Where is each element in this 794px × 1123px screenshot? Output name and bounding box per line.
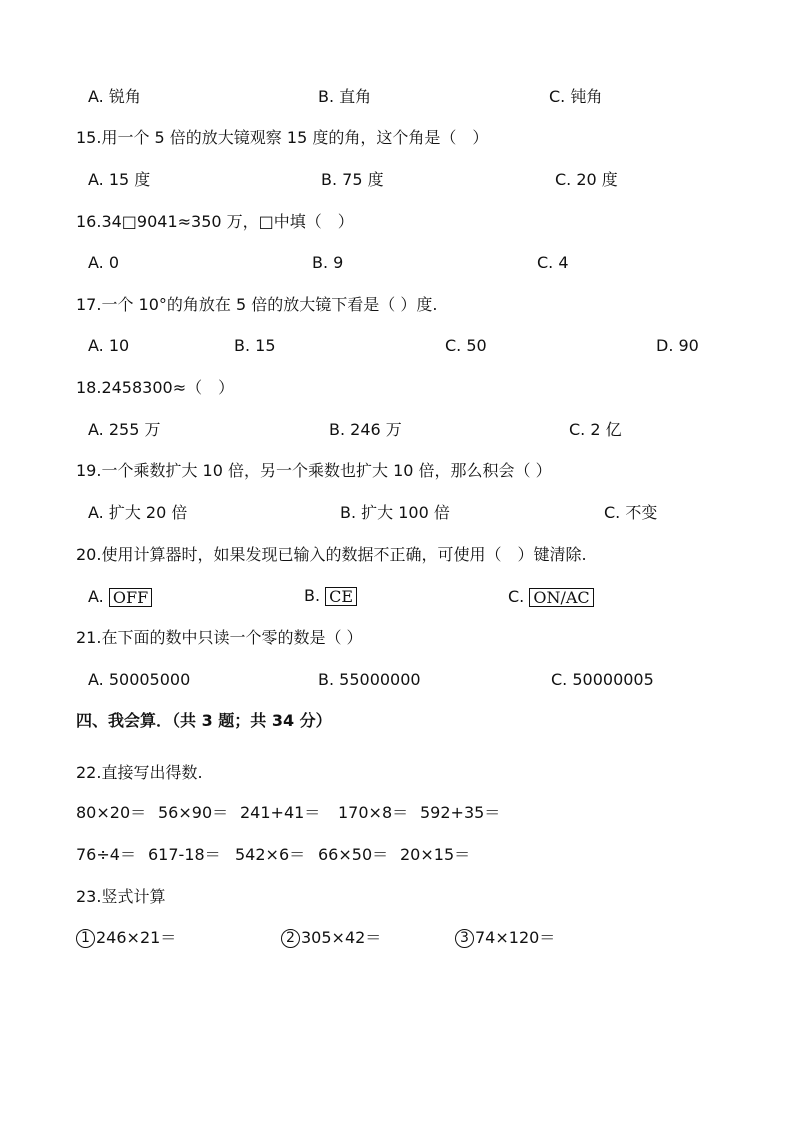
q22-r2-item-3: 542×6＝	[235, 845, 306, 864]
q22-r2-item-4: 66×50＝	[318, 845, 389, 864]
q21-option-b: B. 55000000	[318, 670, 421, 689]
question-19: 19.一个乘数扩大 10 倍，另一个乘数也扩大 10 倍，那么积会（ ）	[76, 461, 552, 480]
q22-r2-item-1: 76÷4＝	[76, 845, 136, 864]
off-key-icon: OFF	[109, 588, 152, 607]
question-16: 16.34□9041≈350 万，□中填（ ）	[76, 212, 354, 231]
q16-option-c: C. 4	[537, 253, 569, 272]
q14-option-b: B. 直角	[318, 87, 372, 106]
q15-option-c: C. 20 度	[555, 170, 618, 189]
q18-option-c: C. 2 亿	[569, 420, 622, 439]
q22-r1-item-1: 80×20＝	[76, 803, 147, 822]
q22-r1-item-4: 170×8＝	[338, 803, 409, 822]
q17-option-d: D. 90	[656, 336, 699, 355]
q23-item-1	[76, 927, 176, 949]
q19-option-b: B. 扩大 100 倍	[340, 503, 450, 522]
question-22: 22.直接写出得数.	[76, 763, 203, 782]
q15-option-b: B. 75 度	[321, 170, 384, 189]
q17-option-c: C. 50	[445, 336, 487, 355]
circled-number-3: 3	[455, 929, 474, 948]
q14-option-a: A. 锐角	[88, 87, 141, 106]
q22-r2-item-5: 20×15＝	[400, 845, 471, 864]
q20-option-b-prefix: B.	[304, 586, 321, 605]
q17-option-a: A. 10	[88, 336, 130, 355]
q20-option-a	[88, 586, 152, 608]
q23-item-3	[455, 927, 555, 949]
q22-r1-item-3: 241+41＝	[240, 803, 321, 822]
q21-option-c: C. 50000005	[551, 670, 654, 689]
circled-number-1: 1	[76, 929, 95, 948]
q22-r1-item-5: 592+35＝	[420, 803, 501, 822]
ce-key-icon: CE	[325, 587, 357, 606]
q16-option-b: B. 9	[312, 253, 344, 272]
q23-item-2	[281, 927, 381, 949]
circled-number-2: 2	[281, 929, 300, 948]
q23-item-3-expr: 74×120＝	[475, 928, 556, 947]
q20-option-a-prefix: A.	[88, 587, 104, 606]
question-15: 15.用一个 5 倍的放大镜观察 15 度的角，这个角是（ ）	[76, 128, 489, 147]
q14-option-c: C. 钝角	[549, 87, 603, 106]
q16-option-a: A. 0	[88, 253, 120, 272]
q23-item-1-expr: 246×21＝	[96, 928, 177, 947]
question-23: 23.竖式计算	[76, 887, 166, 906]
q18-option-a: A. 255 万	[88, 420, 161, 439]
q17-option-b: B. 15	[234, 336, 276, 355]
question-18: 18.2458300≈（ ）	[76, 378, 235, 397]
q20-option-b	[304, 585, 357, 607]
q22-r2-item-2: 617-18＝	[148, 845, 221, 864]
q20-option-c	[508, 586, 594, 608]
on-ac-key-icon: ON/AC	[529, 588, 593, 607]
q19-option-a: A. 扩大 20 倍	[88, 503, 188, 522]
question-21: 21.在下面的数中只读一个零的数是（ ）	[76, 628, 363, 647]
q20-option-c-prefix: C.	[508, 587, 525, 606]
question-20: 20.使用计算器时，如果发现已输入的数据不正确，可使用（ ）键清除.	[76, 545, 587, 564]
q15-option-a: A. 15 度	[88, 170, 151, 189]
q22-r1-item-2: 56×90＝	[158, 803, 229, 822]
q23-item-2-expr: 305×42＝	[301, 928, 382, 947]
q18-option-b: B. 246 万	[329, 420, 402, 439]
question-17: 17.一个 10°的角放在 5 倍的放大镜下看是（ ）度.	[76, 295, 438, 314]
q19-option-c: C. 不变	[604, 503, 658, 522]
q21-option-a: A. 50005000	[88, 670, 191, 689]
section-4-title: 四、我会算．（共 3 题；共 34 分）	[76, 711, 332, 730]
